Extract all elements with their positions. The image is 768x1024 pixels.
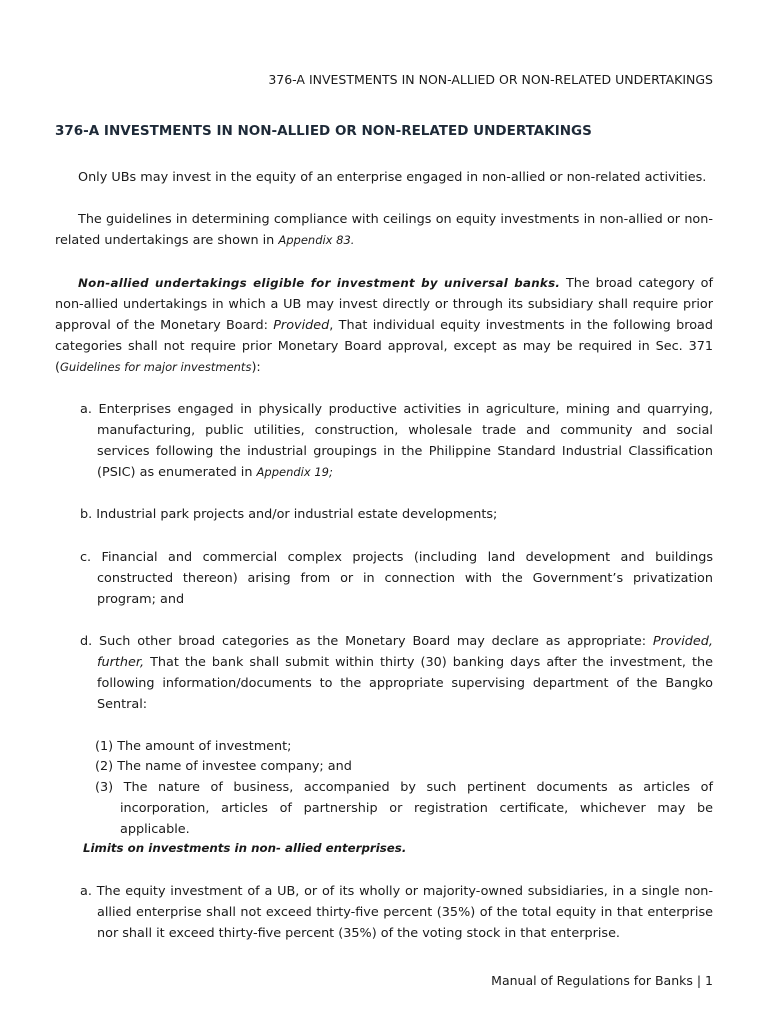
appendix-reference: Appendix 19; — [256, 465, 333, 479]
provided-term: Provided — [273, 318, 330, 333]
list-item-a — [80, 399, 713, 483]
list-item-text: a. The equity investment of a UB, or of its wholly or majority-owned subsidiaries, in a single non-allied enterprise shall not exceed thirty-five percent (35%) of the total equity in that enterprise nor shall it exceed thirty-five percent (35%) of the voting stock in that enterprise. — [80, 884, 713, 941]
list-item-text: b. Industrial park projects and/or industrial estate developments; — [80, 507, 498, 522]
list-item-text: c. Financial and commercial complex projects (including land development and buildings constructed thereon) arising from or in connection with the Government’s privatization program; and — [80, 550, 713, 607]
paragraph-text: The broad category of non-allied undertakings in which a UB may invest directly or through its subsidiary shall require prior approval of the Monetary Board: — [55, 276, 713, 333]
running-header: 376-A INVESTMENTS IN NON-ALLIED OR NON-RELATED UNDERTAKINGS — [268, 72, 713, 87]
sub-item-1 — [95, 736, 713, 757]
paragraph-non-allied-undertakings — [55, 273, 713, 378]
list-item-text: d. Such other broad categories as the Monetary Board may declare as appropriate: — [80, 634, 653, 649]
limits-subheading: Limits on investments in non- allied enterprises. — [83, 841, 407, 855]
sub-item-2 — [95, 756, 713, 777]
limits-list-item-a — [80, 881, 713, 944]
paragraph-ub-eligibility — [55, 167, 713, 188]
section-reference: Guidelines for major investments — [60, 360, 252, 374]
appendix-reference: Appendix 83. — [278, 233, 355, 247]
provided-term: Provided, further, — [97, 634, 713, 670]
page-footer: Manual of Regulations for Banks | 1 — [491, 973, 713, 988]
list-item-b — [80, 504, 713, 525]
list-item-d — [80, 631, 713, 715]
sub-item-text: (1) The amount of investment; — [95, 739, 292, 754]
list-item-c — [80, 547, 713, 610]
paragraph-text: ): — [251, 360, 261, 375]
paragraph-text: , That individual equity investments in the following broad categories shall not require prior Monetary Board approval, except as may be required in Sec. 371 ( — [55, 318, 713, 375]
section-title: 376-A INVESTMENTS IN NON-ALLIED OR NON-RELATED UNDERTAKINGS — [55, 123, 592, 139]
sub-item-text: (2) The name of investee company; and — [95, 759, 352, 774]
paragraph-text: The guidelines in determining compliance with ceilings on equity investments in non-allied or non-related undertakings are shown in — [55, 212, 713, 248]
paragraph-lead-heading: Non-allied undertakings eligible for investment by universal banks. — [78, 276, 561, 290]
paragraph-text: Only UBs may invest in the equity of an enterprise engaged in non-allied or non-related activities. — [78, 170, 707, 185]
paragraph-guidelines — [55, 209, 713, 251]
sub-item-text: (3) The nature of business, accompanied by such pertinent documents as articles of incorporation, articles of partnership or registration certificate, whichever may be applicable. — [95, 780, 713, 837]
sub-item-3 — [95, 777, 713, 840]
list-item-text: a. Enterprises engaged in physically productive activities in agriculture, mining and quarrying, manufacturing, public utilities, construction, wholesale trade and community and social services following the industrial groupings in the Philippine Standard Industrial Classification (PSIC) as enumerated in — [80, 402, 713, 480]
list-item-text: That the bank shall submit within thirty (30) banking days after the investment, the following information/documents to the appropriate supervising department of the Bangko Sentral: — [97, 655, 713, 712]
